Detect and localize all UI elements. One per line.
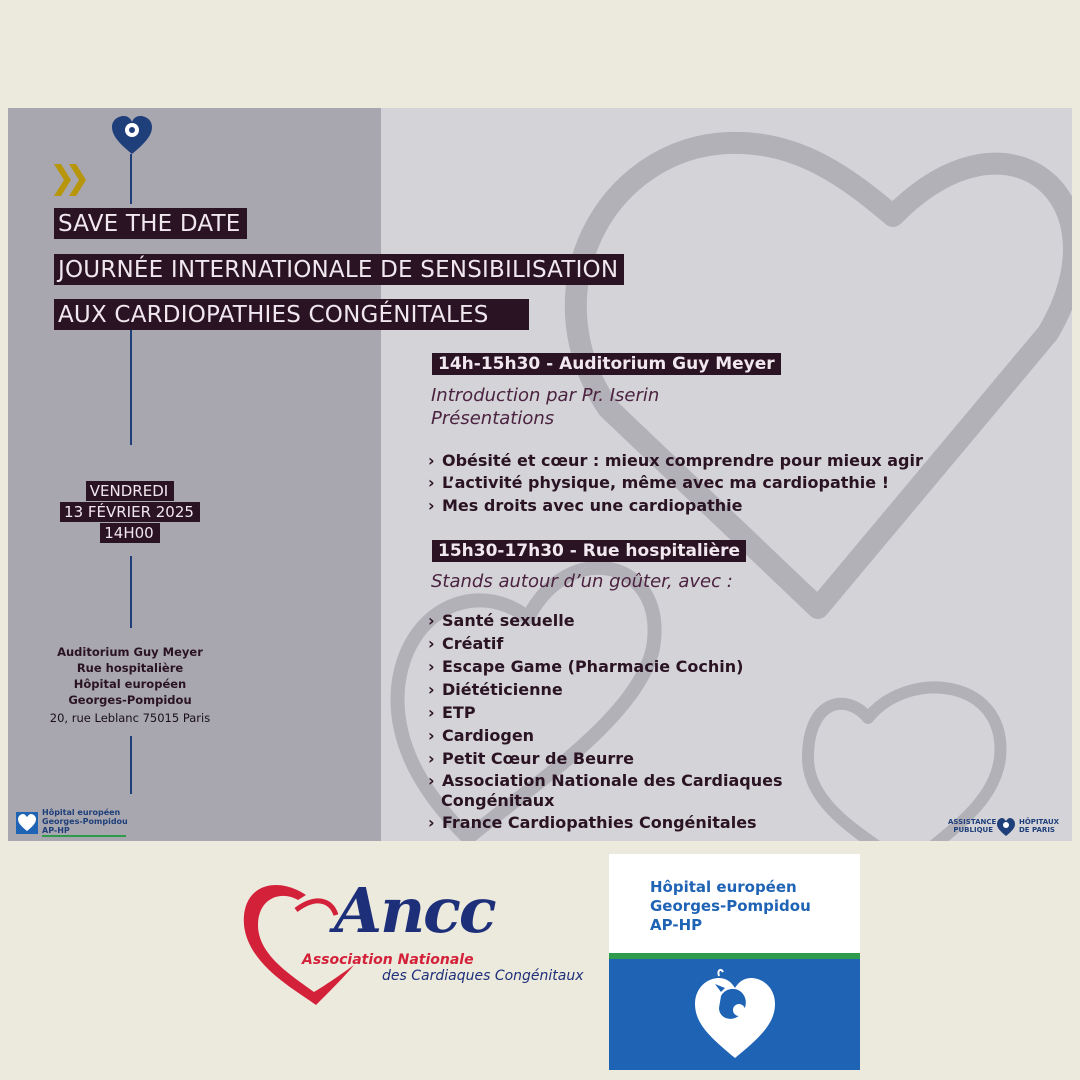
aphp-logo xyxy=(948,816,1068,838)
date-full: 13 FÉVRIER 2025 xyxy=(60,502,200,522)
list-item: › Escape Game (Pharmacie Cochin) xyxy=(428,657,744,676)
aphp-line4: DE PARIS xyxy=(1019,826,1055,834)
hegp-line1: Hôpital européen xyxy=(650,878,797,896)
list-item: › L’activité physique, même avec ma cardiopathie ! xyxy=(428,473,889,492)
list-item: › Diététicienne xyxy=(428,680,563,699)
event-poster xyxy=(8,108,1072,841)
session2-heading: 15h30-17h30 - Rue hospitalière xyxy=(432,540,746,562)
timeline-line-bottom xyxy=(130,736,132,794)
session1-heading: 14h-15h30 - Auditorium Guy Meyer xyxy=(432,353,781,375)
title-save-the-date: SAVE THE DATE xyxy=(54,208,247,239)
list-item: › Obésité et cœur : mieux comprendre pour mieux agir xyxy=(428,451,923,470)
list-item: › Association Nationale des Cardiaques xyxy=(428,771,783,790)
address-venue: Auditorium Guy Meyer xyxy=(57,645,203,659)
hegp-line3: AP-HP xyxy=(650,916,703,934)
ancc-line1: Association Nationale xyxy=(302,952,474,968)
list-item: › France Cardiopathies Congénitales xyxy=(428,813,757,832)
address-street-name: Rue hospitalière xyxy=(76,661,184,675)
hegp-small-heart-icon xyxy=(16,812,38,834)
timeline-line-top xyxy=(130,154,132,204)
list-item: › Cardiogen xyxy=(428,726,535,745)
session1-sub: Présentations xyxy=(431,408,555,429)
title-cardiopathies: AUX CARDIOPATHIES CONGÉNITALES xyxy=(54,299,529,330)
timeline-line-mid xyxy=(130,328,132,445)
hegp-small-green-bar xyxy=(42,835,126,837)
event-date xyxy=(58,481,202,543)
list-item: › Mes droits avec une cardiopathie xyxy=(428,496,743,515)
list-item: › Petit Cœur de Beurre xyxy=(428,749,634,768)
event-address xyxy=(38,644,222,726)
session1-intro: Introduction par Pr. Iserin xyxy=(431,385,660,406)
double-chevron-icon xyxy=(52,162,92,198)
ancc-line2: des Cardiaques Congénitaux xyxy=(382,968,584,984)
ancc-logo xyxy=(236,870,586,1010)
hegp-small-line2: Georges-Pompidou xyxy=(42,817,128,826)
list-item: › ETP xyxy=(428,703,476,722)
large-heart-outline xyxy=(576,143,1072,608)
hegp-small-line3: AP-HP xyxy=(42,826,70,835)
address-hospital-1: Hôpital européen xyxy=(73,677,187,691)
aphp-heart-icon xyxy=(996,817,1016,837)
address-hospital-2: Georges-Pompidou xyxy=(68,693,192,707)
date-day: VENDREDI xyxy=(86,481,174,501)
ancc-wordmark: Ancc xyxy=(334,874,495,947)
hegp-small-logo xyxy=(16,808,136,836)
hegp-logo-text xyxy=(650,878,811,935)
timeline-line-lower xyxy=(130,556,132,628)
aphp-line3: HÔPITAUX xyxy=(1019,818,1060,826)
list-item-continuation: Congénitaux xyxy=(441,791,555,810)
hegp-small-line1: Hôpital européen xyxy=(42,808,121,817)
title-journee: JOURNÉE INTERNATIONALE DE SENSIBILISATION xyxy=(54,254,624,285)
aphp-line2: PUBLIQUE xyxy=(953,826,993,834)
list-item: › Santé sexuelle xyxy=(428,611,575,630)
date-time: 14H00 xyxy=(100,523,159,543)
hegp-logo xyxy=(609,854,860,1070)
list-item: › Créatif xyxy=(428,634,504,653)
aphp-line1: ASSISTANCE xyxy=(948,818,997,826)
hegp-line2: Georges-Pompidou xyxy=(650,897,811,915)
address-street: 20, rue Leblanc 75015 Paris xyxy=(49,711,211,725)
hegp-heart-bird-icon xyxy=(691,966,779,1062)
session2-intro: Stands autour d’un goûter, avec : xyxy=(431,571,733,592)
hegp-heart-icon xyxy=(110,112,154,156)
